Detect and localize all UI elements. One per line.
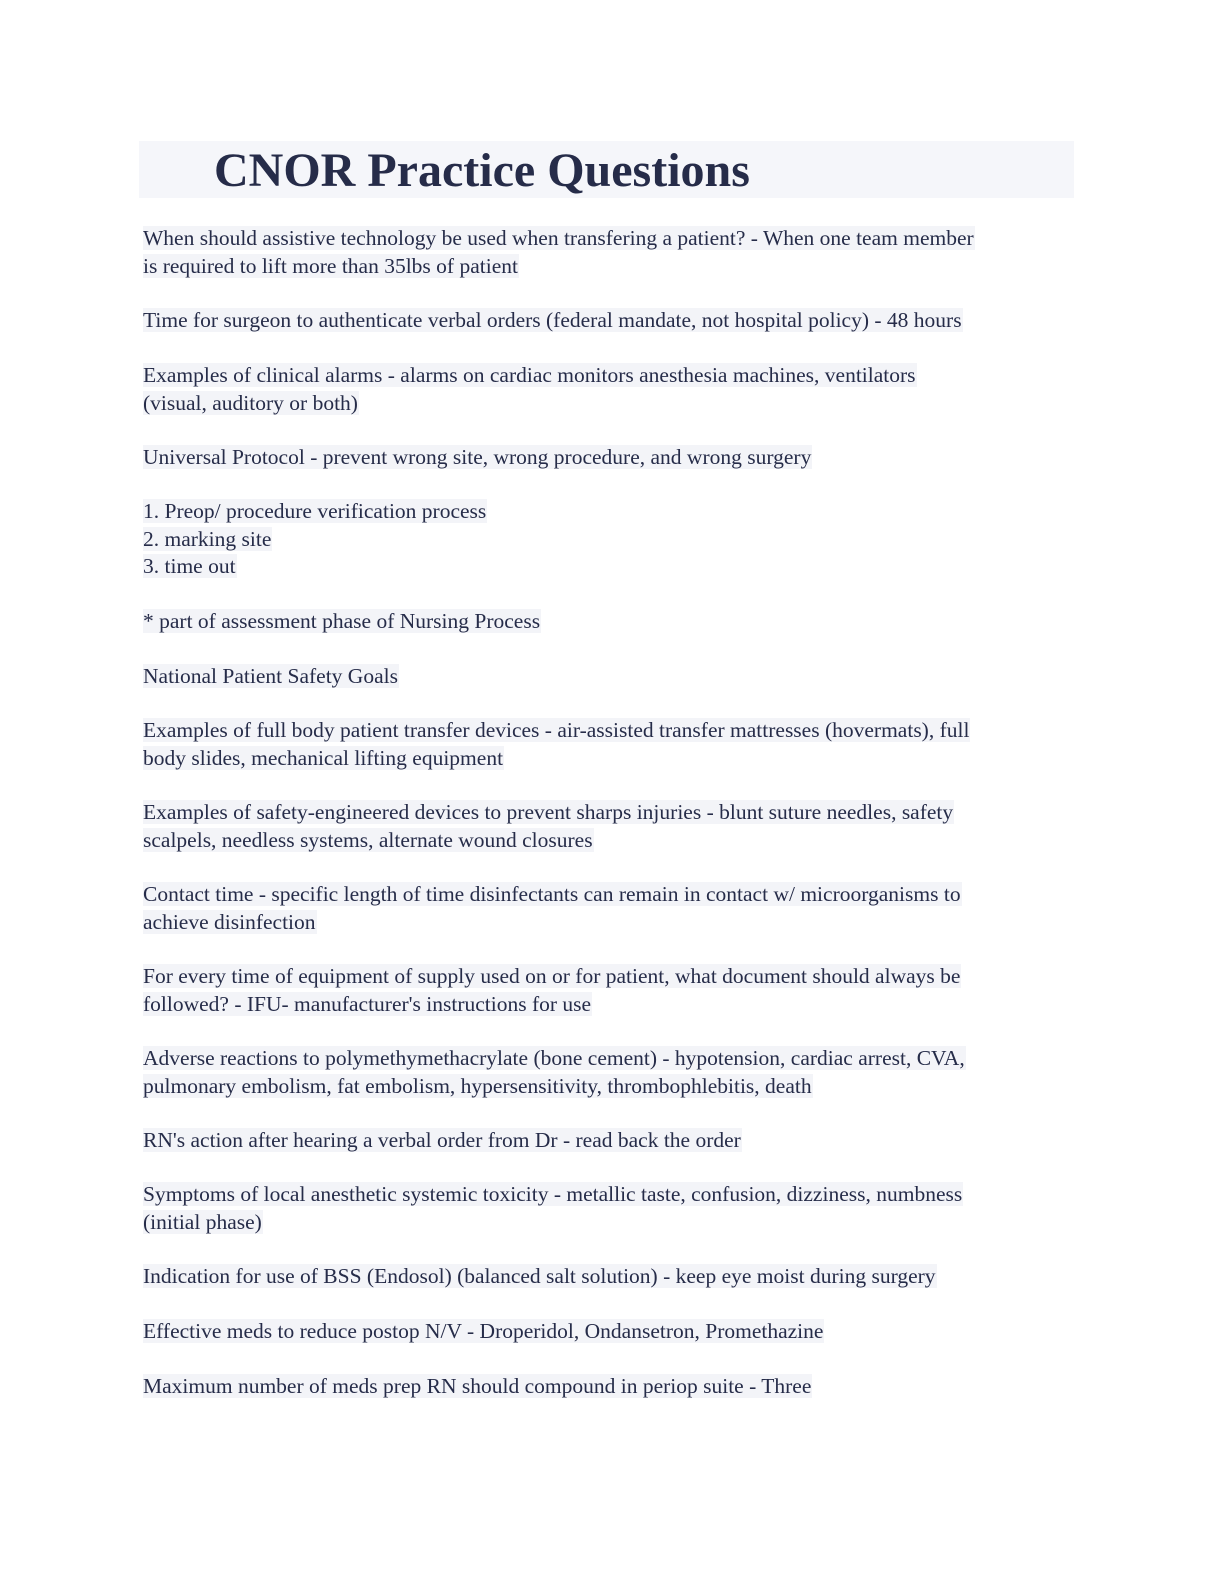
qa-item — [143, 498, 487, 581]
qa-line: followed? - IFU- manufacturer's instructions for use — [143, 991, 592, 1016]
qa-item — [143, 225, 975, 280]
qa-line: is required to lift more than 35lbs of patient — [143, 253, 518, 278]
qa-line: Universal Protocol - prevent wrong site, wrong procedure, and wrong surgery — [143, 445, 812, 469]
qa-line: Examples of clinical alarms - alarms on cardiac monitors anesthesia machines, ventilators — [143, 363, 916, 387]
qa-line: Time for surgeon to authenticate verbal orders (federal mandate, not hospital policy) - 48 hours — [143, 308, 962, 332]
qa-item — [143, 1263, 937, 1291]
qa-line: 1. Preop/ procedure verification process — [143, 499, 487, 523]
qa-line: Contact time - specific length of time disinfectants can remain in contact w/ microorganisms to — [143, 882, 961, 906]
qa-line: Effective meds to reduce postop N/V - Droperidol, Ondansetron, Promethazine — [143, 1319, 824, 1343]
qa-line: For every time of equipment of supply used on or for patient, what document should always be — [143, 964, 961, 988]
qa-item — [143, 1181, 963, 1236]
qa-line: achieve disinfection — [143, 909, 316, 934]
qa-line: 3. time out — [143, 554, 236, 578]
qa-line: (visual, auditory or both) — [143, 390, 358, 415]
qa-line: Adverse reactions to polymethymethacrylate (bone cement) - hypotension, cardiac arrest, CVA, — [143, 1046, 965, 1070]
qa-line: Examples of safety-engineered devices to prevent sharps injuries - blunt suture needles, safety — [143, 800, 954, 824]
page-title: CNOR Practice Questions — [214, 144, 750, 197]
qa-item — [143, 1045, 966, 1100]
qa-line: Maximum number of meds prep RN should compound in periop suite - Three — [143, 1374, 812, 1398]
qa-line: scalpels, needless systems, alternate wound closures — [143, 827, 593, 852]
qa-item — [143, 717, 970, 772]
qa-line: * part of assessment phase of Nursing Process — [143, 609, 541, 633]
qa-line: 2. marking site — [143, 526, 272, 551]
qa-line: body slides, mechanical lifting equipment — [143, 745, 504, 770]
qa-line: pulmonary embolism, fat embolism, hypersensitivity, thrombophlebitis, death — [143, 1073, 812, 1098]
qa-item — [143, 362, 917, 417]
qa-item — [143, 1318, 824, 1346]
qa-item — [143, 881, 962, 936]
qa-line: Symptoms of local anesthetic systemic toxicity - metallic taste, confusion, dizziness, numbness — [143, 1182, 963, 1206]
qa-line: When should assistive technology be used when transfering a patient? - When one team member — [143, 226, 974, 250]
qa-item — [143, 1373, 812, 1401]
qa-line: Indication for use of BSS (Endosol) (balanced salt solution) - keep eye moist during surgery — [143, 1264, 936, 1288]
qa-item — [143, 608, 541, 636]
qa-item — [143, 663, 399, 691]
qa-line: Examples of full body patient transfer devices - air-assisted transfer mattresses (hovermats), full — [143, 718, 970, 742]
qa-item — [143, 799, 954, 854]
qa-line: (initial phase) — [143, 1209, 262, 1234]
qa-item — [143, 307, 963, 335]
qa-item — [143, 1127, 742, 1155]
qa-line: National Patient Safety Goals — [143, 664, 398, 688]
qa-line: RN's action after hearing a verbal order from Dr - read back the order — [143, 1128, 741, 1152]
qa-item — [143, 963, 961, 1018]
qa-item — [143, 444, 812, 472]
